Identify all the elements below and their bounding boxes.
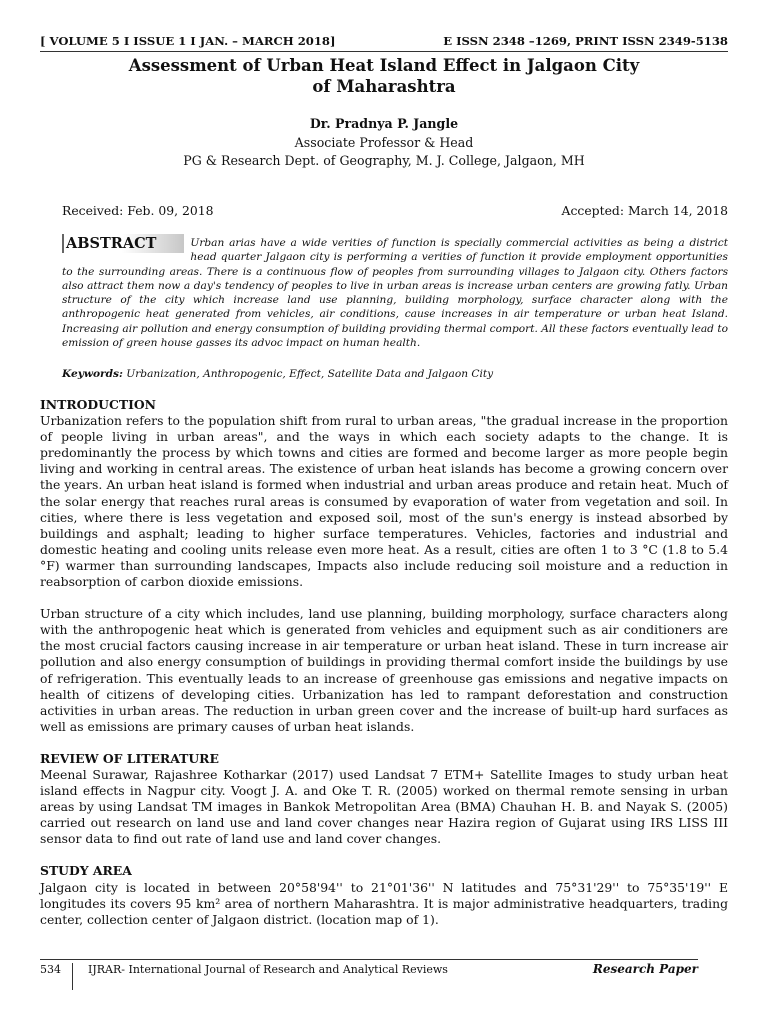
keywords-label: Keywords: xyxy=(62,368,123,380)
issn-info: E ISSN 2348 –1269, PRINT ISSN 2349-5138 xyxy=(443,34,728,48)
study-area-paragraph: Jalgaon city is located in between 20°58'94'' to 21°01'36'' N latitudes and 75°31'29'' to 75°35'19'' E longitudes its covers 95 km² area of northern Maharashtra. It is major administrative headquarters, trading center, collection center of Jalgaon district. (location map of 1). xyxy=(40,879,728,927)
introduction-paragraph-1: Urbanization refers to the population shift from rural to urban areas, "the gradual increase in the proportion of people living in urban areas", and the ways in which each society adapts to the change. It is predominantly the process by which towns and cities are formed and become larger as more people begin living and working in central areas. The existence of urban heat islands has become a growing concern over the years. An urban heat island is formed when industrial and urban areas produce and retain heat. Much of the solar energy that reaches rural areas is consumed by evaporation of water from vegetation and soil. In cities, where there is less vegetation and exposed soil, most of the sun's energy is instead absorbed by buildings and asphalt; leading to higher surface temperatures. Vehicles, factories and industrial and domestic heating and cooling units release even more heat. As a result, cities are often 1 to 3 °C (1.8 to 5.4 °F) warmer than surrounding landscapes, Impacts also include reducing soil moisture and a reduction in reabsorption of carbon dioxide emissions. xyxy=(40,413,728,590)
received-date: Received: Feb. 09, 2018 xyxy=(62,203,214,218)
volume-info: [ VOLUME 5 I ISSUE 1 I JAN. – MARCH 2018] xyxy=(40,34,336,48)
author-affiliation: PG & Research Dept. of Geography, M. J. College, Jalgaon, MH xyxy=(183,153,585,168)
page-footer xyxy=(40,959,698,990)
journal-name: IJRAR- International Journal of Research and Analytical Reviews xyxy=(88,963,448,976)
page-number: 534 xyxy=(40,963,73,990)
abstract-label: ABSTRACT xyxy=(62,234,184,253)
author-block xyxy=(40,115,728,171)
author-name: Dr. Pradnya P. Jangle xyxy=(309,116,459,131)
keywords xyxy=(62,368,728,380)
keywords-text: Urbanization, Anthropogenic, Effect, Satellite Data and Jalgaon City xyxy=(126,368,494,380)
author-position: Associate Professor & Head xyxy=(294,134,474,150)
submission-dates xyxy=(62,203,728,218)
study-area-heading: STUDY AREA xyxy=(40,863,132,879)
introduction-paragraph-2: Urban structure of a city which includes, land use planning, building morphology, surface characters along with the anthropogenic heat which is generated from vehicles and equipment such as air conditioners are the most crucial factors causing increase in air temperature or urban heat island. These in turn increase air pollution and also energy consumption of buildings in providing thermal comfort inside the buildings by use of refrigeration. This eventually leads to an increase of greenhouse gas emissions and negative impacts on health of citizens of developing cities. Urbanization has led to rampant deforestation and construction activities in urban areas. The reduction in urban green cover and the increase of built-up hard surfaces as well as emissions are primary causes of urban heat islands. xyxy=(40,606,728,734)
paper-type: Research Paper xyxy=(592,962,698,976)
paper-body xyxy=(40,397,728,944)
title-line-2: of Maharashtra xyxy=(312,77,456,96)
title-line-1: Assessment of Urban Heat Island Effect in Jalgaon City xyxy=(128,56,640,75)
accepted-date: Accepted: March 14, 2018 xyxy=(561,203,728,218)
review-heading: REVIEW OF LITERATURE xyxy=(40,750,219,766)
paper-title xyxy=(40,55,728,97)
abstract xyxy=(62,236,728,350)
running-header xyxy=(40,28,728,52)
review-paragraph: Meenal Surawar, Rajashree Kotharkar (2017) used Landsat 7 ETM+ Satellite Images to study urban heat island effects in Nagpur city. Voogt J. A. and Oke T. R. (2005) worked on thermal remote sensing in urban areas by using Landsat TM images in Bankok Metropolitan Area (BMA) Chauhan H. B. and Nayak S. (2005) carried out research on land use and land cover changes near Hazira region of Gujarat using IRS LISS III sensor data to find out rate of land use and land cover changes. xyxy=(40,766,728,847)
introduction-heading: INTRODUCTION xyxy=(40,397,156,412)
abstract-text: Urban arias have a wide verities of function is specially commercial activities as being a district head quarter Jalgaon city is performing a verities of function it provide employment opportunities to the surrounding areas. There is a continuous flow of peoples from surrounding villages to Jalgaon city. Others factors also attract them now a day's tendency of peoples to live in urban areas is increase urban centers are growing fatly. Urban structure of the city which increase land use planning, building morphology, surface character along with the anthropogenic heat generated from vehicles, air conditions, cause increases in air temperature or urban heat Island. Increasing air pollution and energy consumption of building providing thermal comport. All these factors eventually lead to emission of green house gasses its advoc impact on human health. xyxy=(62,237,728,350)
